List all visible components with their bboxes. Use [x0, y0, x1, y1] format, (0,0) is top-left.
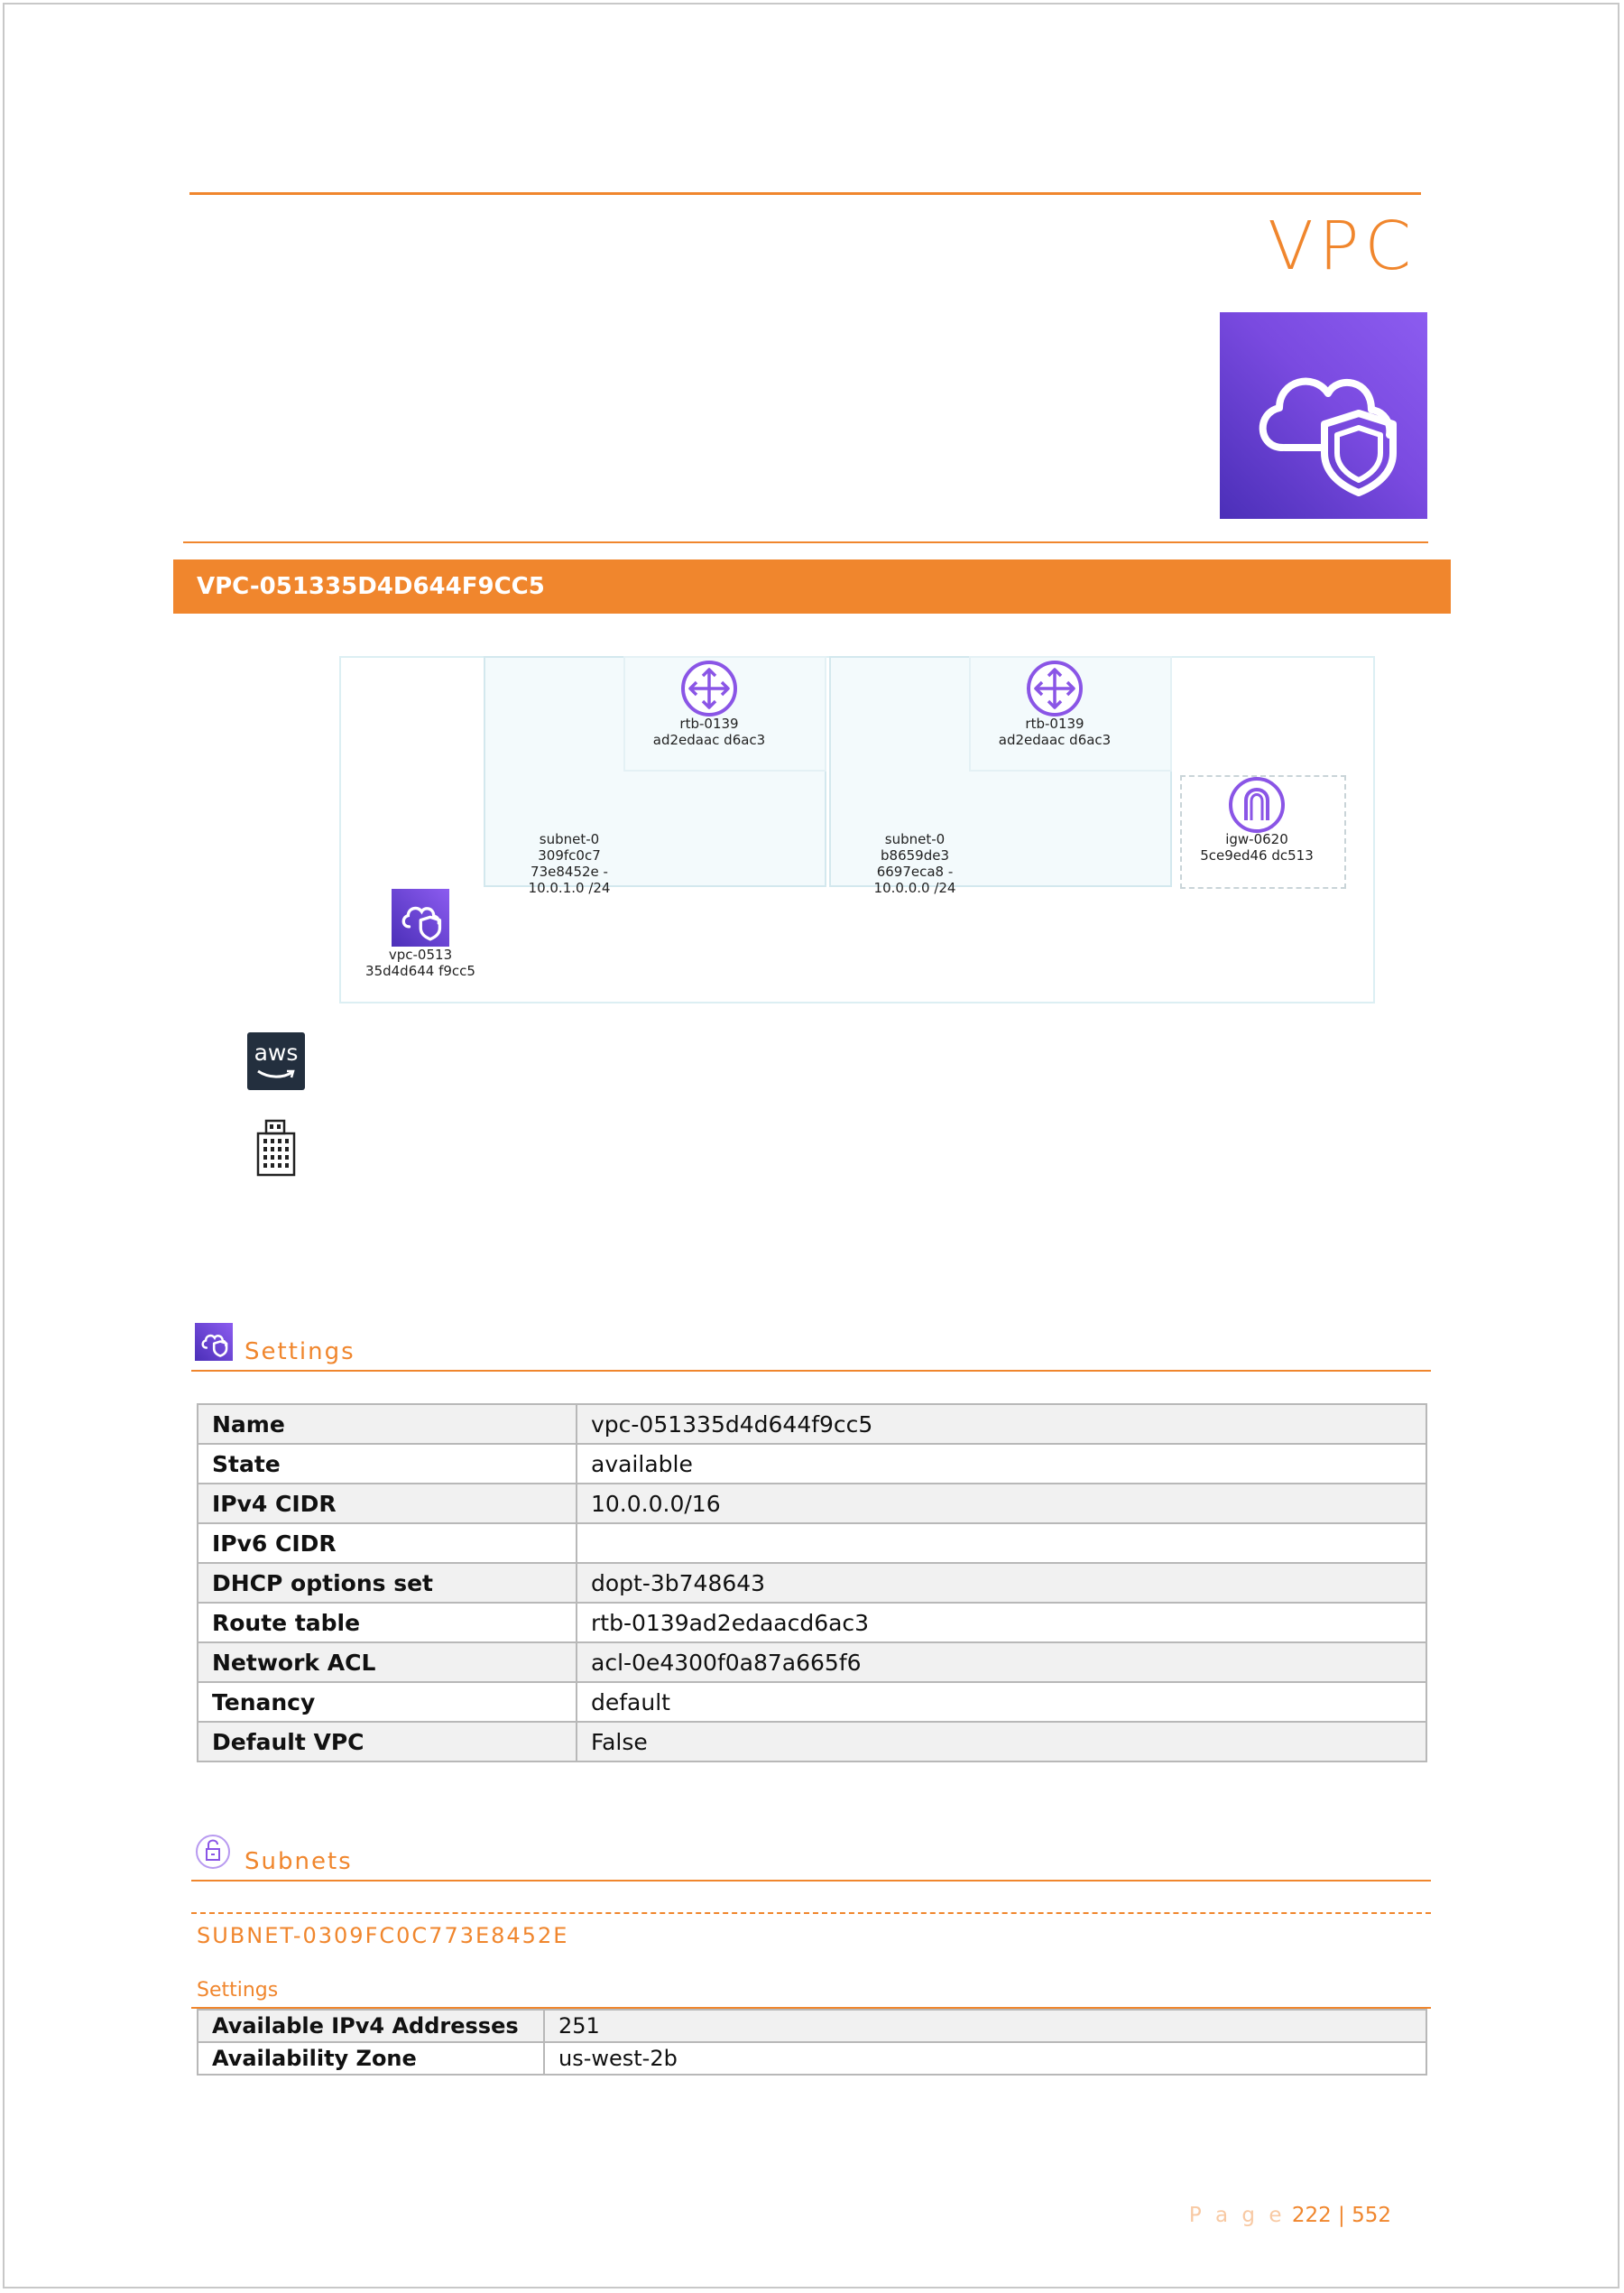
table-value: dopt-3b748643 — [577, 1563, 1426, 1603]
table-key: Network ACL — [198, 1642, 577, 1682]
cloud-shield-icon — [1220, 312, 1427, 519]
table-row — [198, 2010, 1426, 2042]
table-row — [198, 1642, 1426, 1682]
vpc-settings-table — [197, 1403, 1427, 1762]
vpc-service-logo — [1220, 312, 1427, 519]
table-value: available — [577, 1444, 1426, 1484]
header-rule — [189, 192, 1421, 195]
router-icon — [1025, 659, 1084, 718]
settings-heading: Settings — [245, 1338, 355, 1365]
vpc-label: vpc-0513 35d4d644 f9cc5 — [365, 947, 475, 979]
table-value: acl-0e4300f0a87a665f6 — [577, 1642, 1426, 1682]
subnet-dashed-rule — [191, 1912, 1431, 1914]
aws-logo-text: aws — [254, 1040, 299, 1066]
table-row — [198, 1603, 1426, 1642]
page-footer — [1189, 2204, 1391, 2227]
network-diagram — [339, 656, 1375, 1003]
internet-gateway-icon — [1227, 775, 1287, 835]
table-key: Available IPv4 Addresses — [198, 2010, 544, 2042]
subnet-settings-table — [197, 2009, 1427, 2076]
table-value: rtb-0139ad2edaacd6ac3 — [577, 1603, 1426, 1642]
page-separator: | — [1338, 2204, 1345, 2227]
table-value: 251 — [544, 2010, 1426, 2042]
table-value: vpc-051335d4d644f9cc5 — [577, 1404, 1426, 1444]
table-key: Route table — [198, 1603, 577, 1642]
total-pages: 552 — [1352, 2204, 1391, 2227]
building-icon — [255, 1119, 297, 1177]
cloud-shield-icon — [392, 889, 449, 947]
router-icon — [679, 659, 739, 718]
aws-cloud-icon — [247, 1032, 305, 1090]
subnet-icon — [195, 1834, 231, 1870]
table-row — [198, 1404, 1426, 1444]
smile-arrow-icon — [256, 1068, 296, 1081]
table-row — [198, 1444, 1426, 1484]
table-key: State — [198, 1444, 577, 1484]
table-row — [198, 1484, 1426, 1523]
header-bottom-rule — [183, 541, 1428, 543]
table-key: Tenancy — [198, 1682, 577, 1722]
table-value: False — [577, 1722, 1426, 1761]
page-number: 222 — [1291, 2204, 1332, 2227]
table-row — [198, 1563, 1426, 1603]
table-value: us-west-2b — [544, 2042, 1426, 2075]
table-key: Name — [198, 1404, 577, 1444]
subnets-heading: Subnets — [245, 1848, 353, 1875]
table-value: 10.0.0.0/16 — [577, 1484, 1426, 1523]
table-row — [198, 1682, 1426, 1722]
subnets-rule — [191, 1880, 1431, 1882]
table-key: IPv6 CIDR — [198, 1523, 577, 1563]
route-table-label-1: rtb-0139 ad2edaac d6ac3 — [652, 716, 766, 748]
subnet-settings-heading: Settings — [197, 1979, 279, 2002]
route-table-label-2: rtb-0139 ad2edaac d6ac3 — [998, 716, 1112, 748]
vpc-icon — [392, 889, 449, 947]
table-key: Availability Zone — [198, 2042, 544, 2075]
table-key: DHCP options set — [198, 1563, 577, 1603]
table-key: Default VPC — [198, 1722, 577, 1761]
vpc-settings-icon — [195, 1323, 233, 1361]
page-title: VPC — [1268, 208, 1416, 285]
table-value — [577, 1523, 1426, 1563]
subnet-label-1: subnet-0 309fc0c7 73e8452e - 10.0.1.0 /24 — [528, 831, 611, 896]
vpc-banner: VPC-051335D4D644F9CC5 — [173, 559, 1451, 614]
cloud-shield-icon — [195, 1323, 233, 1361]
page-word: P a g e — [1188, 2204, 1286, 2227]
subnet-title: SUBNET-0309FC0C773E8452E — [197, 1923, 569, 1948]
settings-rule — [191, 1370, 1431, 1372]
subnet-label-2: subnet-0 b8659de3 6697eca8 - 10.0.0.0 /24 — [873, 831, 956, 896]
table-row — [198, 2042, 1426, 2075]
table-row — [198, 1722, 1426, 1761]
table-row — [198, 1523, 1426, 1563]
internet-gateway-label: igw-0620 5ce9ed46 dc513 — [1200, 831, 1314, 864]
table-key: IPv4 CIDR — [198, 1484, 577, 1523]
table-value: default — [577, 1682, 1426, 1722]
